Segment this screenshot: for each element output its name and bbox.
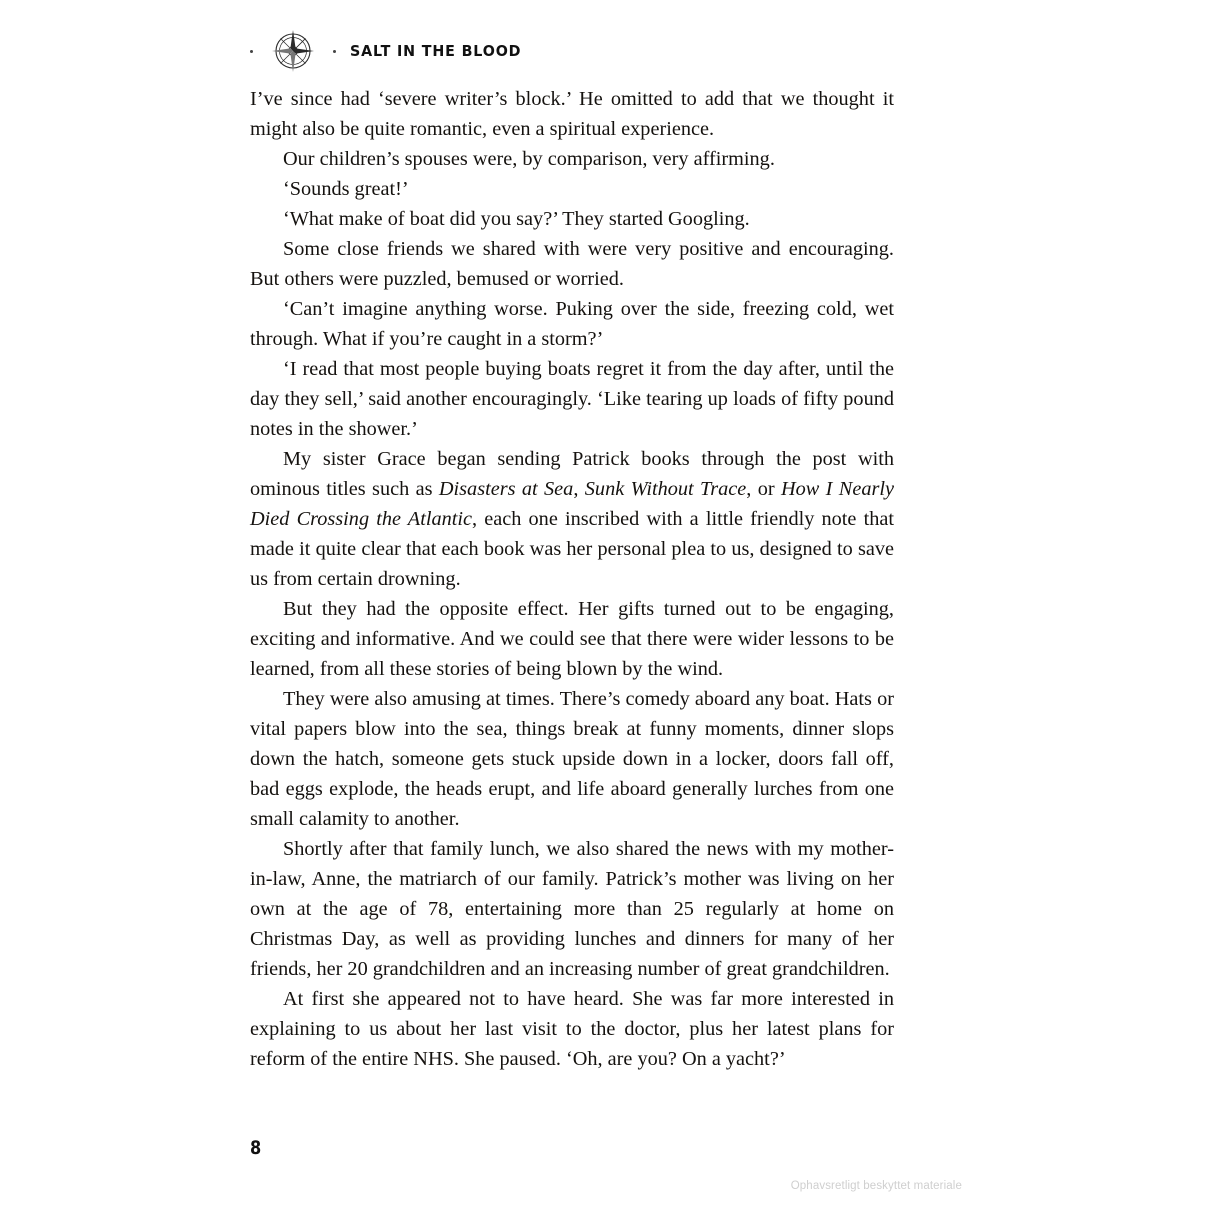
copyright-watermark: Ophavsretligt beskyttet materiale	[790, 1180, 962, 1192]
book-title: Sunk Without Trace	[584, 478, 747, 500]
text-run: ,	[573, 478, 585, 500]
text-run: They were also amusing at times. There’s comedy aboard any boat. Hats or vital papers blow into the sea, things break at funny moments, dinner slops down the hatch, someone gets stuck upside down in a locker, doors fall off, bad eggs explode, the heads erupt, and life aboard generally lurches from one small calamity to another.	[250, 688, 894, 830]
text-run: I’ve since had ‘severe writer’s block.’ He omitted to add that we thought it might also be quite romantic, even a spiritual experience.	[250, 88, 894, 140]
paragraph	[250, 594, 894, 684]
text-run: ‘Can’t imagine anything worse. Puking over the side, freezing cold, wet through. What if you’re caught in a storm?’	[250, 298, 894, 350]
paragraph	[250, 684, 894, 834]
paragraph	[250, 84, 894, 144]
body-text	[250, 84, 894, 1074]
paragraph	[250, 204, 894, 234]
ornament-dot-right	[333, 50, 336, 53]
paragraph	[250, 834, 894, 984]
text-run: But they had the opposite effect. Her gifts turned out to be engaging, exciting and informative. And we could see that there were wider lessons to be learned, from all these stories of being blown by the wind.	[250, 598, 894, 680]
paragraph	[250, 294, 894, 354]
paragraph	[250, 234, 894, 294]
text-run: Shortly after that family lunch, we also shared the news with my mother-in-law, Anne, the matriarch of our family. Patrick’s mother was living on her own at the age of 78, entertaining more than 25 regularly at home on Christmas Day, as well as providing lunches and dinners for many of her friends, her 20 grandchildren and an increasing number of great grandchildren.	[250, 838, 894, 980]
text-run: , each one inscribed with a little friendly note that made it quite clear that each book was her personal plea to us, designed to save us from certain drowning.	[250, 508, 894, 590]
text-run: , or	[746, 478, 781, 500]
ornament-dot-left	[250, 50, 253, 53]
compass-rose-icon	[267, 25, 319, 77]
text-run: Some close friends we shared with were very positive and encouraging. But others were puzzled, bemused or worried.	[250, 238, 894, 290]
text-run: At first she appeared not to have heard. She was far more interested in explaining to us about her last visit to the doctor, plus her latest plans for reform of the entire NHS. She paused. ‘Oh, are you? On a yacht?’	[250, 988, 894, 1070]
text-run: ‘Sounds great!’	[283, 178, 409, 200]
text-run: ‘I read that most people buying boats regret it from the day after, until the day they sell,’ said another encouragingly. ‘Like tearing up loads of fifty pound notes in the shower.’	[250, 358, 894, 440]
book-title: Disasters at Sea	[438, 478, 574, 500]
text-run: ‘What make of boat did you say?’ They started Googling.	[283, 208, 750, 230]
paragraph	[250, 174, 894, 204]
paragraph	[250, 444, 894, 594]
paragraph	[250, 144, 894, 174]
paragraph	[250, 354, 894, 444]
paragraph	[250, 984, 894, 1074]
running-head-title: SALT IN THE BLOOD	[350, 42, 522, 60]
running-head	[250, 24, 910, 78]
text-run: My sister Grace began sending Patrick books through the post with ominous titles such as	[250, 448, 894, 500]
text-run: Our children’s spouses were, by comparison, very affirming.	[283, 148, 775, 170]
book-title: How I Nearly Died Crossing the Atlantic	[250, 478, 895, 530]
page-number: 8	[250, 1137, 262, 1159]
